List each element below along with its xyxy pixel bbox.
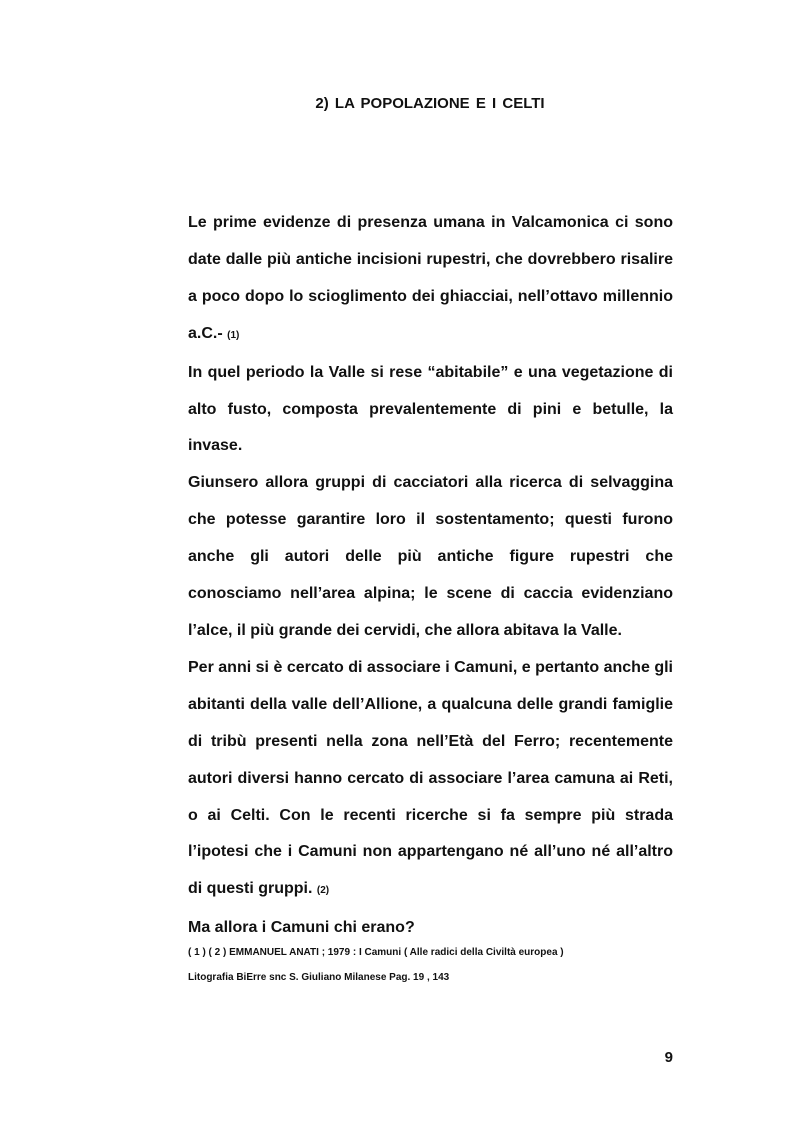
- paragraph-1: [188, 205, 673, 355]
- page-title: 2) LA POPOLAZIONE E I CELTI: [315, 95, 545, 112]
- footnote-ref-2: (2): [316, 885, 330, 897]
- page-number: 9: [664, 1049, 673, 1066]
- footnote-publisher: Litografia BiErre snc S. Giuliano Milanese Pag. 19 , 143: [188, 972, 450, 983]
- paragraph-5: [188, 910, 673, 947]
- paragraph-2: [188, 355, 673, 466]
- paragraph-4: [188, 650, 673, 910]
- body-text: [188, 205, 673, 947]
- footnote-ref-1: (1): [227, 329, 240, 341]
- footnote-citation: ( 1 ) ( 2 ) EMMANUEL ANATI ; 1979 : I Camuni ( Alle radici della Civiltà europea ): [188, 947, 564, 958]
- paragraph-3-text: Giunsero allora gruppi di cacciatori alla ricerca di selvaggina che potesse garantire loro il sostentamento; questi furono anche gli autori delle più antiche figure rupestri che conosciamo nell’area alpina; le scene di caccia evidenziano l’alce, il più grande dei cervidi, che allora abitava la Valle.: [188, 474, 673, 639]
- paragraph-3: [188, 465, 673, 650]
- paragraph-1-text: Le prime evidenze di presenza umana in Valcamonica ci sono date dalle più antiche incisioni rupestri, che dovrebbero risalire a poco dopo lo scioglimento dei ghiacciai, nell’ottavo millennio a.C.-: [188, 214, 673, 342]
- paragraph-5-text: Ma allora i Camuni chi erano?: [188, 919, 415, 937]
- paragraph-2-text: In quel periodo la Valle si rese “abitabile” e una vegetazione di alto fusto, composta prevalentemente di pini e betulle, la invase.: [188, 363, 673, 455]
- paragraph-4-text: Per anni si è cercato di associare i Camuni, e pertanto anche gli abitanti della valle dell’Allione, a qualcuna delle grandi famiglie di tribù presenti nella zona nell’Età del Ferro; recentemente autori diversi hanno cercato di associare l’area camuna ai Reti, o ai Celti. Con le recenti ricerche si fa sempre più strada l’ipotesi che i Camuni non appartengano né all’uno né all’altro di questi gruppi.: [188, 658, 673, 898]
